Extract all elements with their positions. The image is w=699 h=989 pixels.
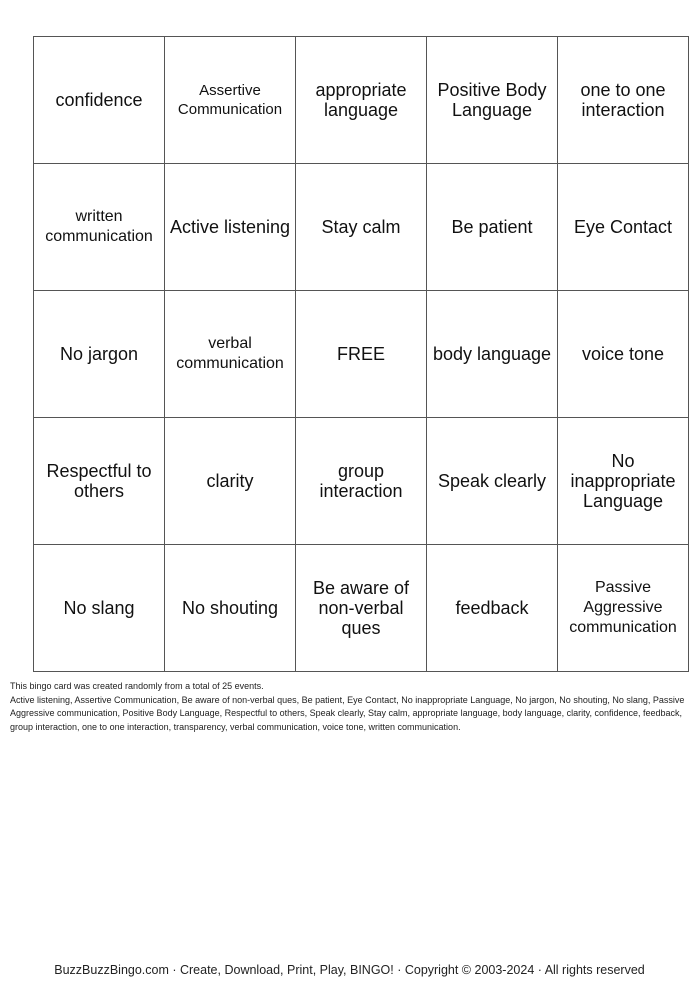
bingo-cell: feedback: [427, 545, 558, 672]
event-list: Active listening, Assertive Communication, Be aware of non-verbal ques, Be patient, Eye Contact, No inappropriate Language, No jargon, No shouting, No slang, Passive Aggressive communication, Positive Body Language, Respectful to others, Speak clearly, Stay calm, appropriate language, body language, clarity, confidence, feedback, group interaction, one to one interaction, transparency, verbal communication, voice tone, written communication.: [10, 694, 685, 732]
card-note: [10, 680, 695, 734]
bingo-cell: Active listening: [165, 164, 296, 291]
bingo-cell: Speak clearly: [427, 418, 558, 545]
bingo-cell: No slang: [34, 545, 165, 672]
bingo-cell: appropriate language: [296, 37, 427, 164]
note-intro: This bingo card was created randomly from a total of 25 events.: [10, 681, 264, 691]
bingo-cell: voice tone: [558, 291, 689, 418]
bingo-cell: written communication: [34, 164, 165, 291]
bingo-row: [34, 418, 689, 545]
bingo-cell: Positive Body Language: [427, 37, 558, 164]
bingo-cell: body language: [427, 291, 558, 418]
bingo-cell: Assertive Communication: [165, 37, 296, 164]
bingo-cell: group interaction: [296, 418, 427, 545]
bingo-cell: Eye Contact: [558, 164, 689, 291]
bingo-cell: clarity: [165, 418, 296, 545]
bingo-row: [34, 37, 689, 164]
bingo-cell: Passive Aggressive communication: [558, 545, 689, 672]
footer: BuzzBuzzBingo.com · Create, Download, Print, Play, BINGO! · Copyright © 2003-2024 · All rights reserved: [54, 963, 645, 977]
free-cell: FREE: [296, 291, 427, 418]
bingo-card: [33, 36, 689, 672]
bingo-cell: verbal communication: [165, 291, 296, 418]
bingo-cell: Be aware of non-verbal ques: [296, 545, 427, 672]
bingo-cell: No shouting: [165, 545, 296, 672]
bingo-cell: confidence: [34, 37, 165, 164]
bingo-cell: No inappropriate Language: [558, 418, 689, 545]
bingo-cell: Stay calm: [296, 164, 427, 291]
bingo-cell: No jargon: [34, 291, 165, 418]
bingo-cell: Be patient: [427, 164, 558, 291]
bingo-row: [34, 291, 689, 418]
bingo-row: [34, 164, 689, 291]
bingo-cell: one to one interaction: [558, 37, 689, 164]
bingo-row: [34, 545, 689, 672]
bingo-cell: Respectful to others: [34, 418, 165, 545]
